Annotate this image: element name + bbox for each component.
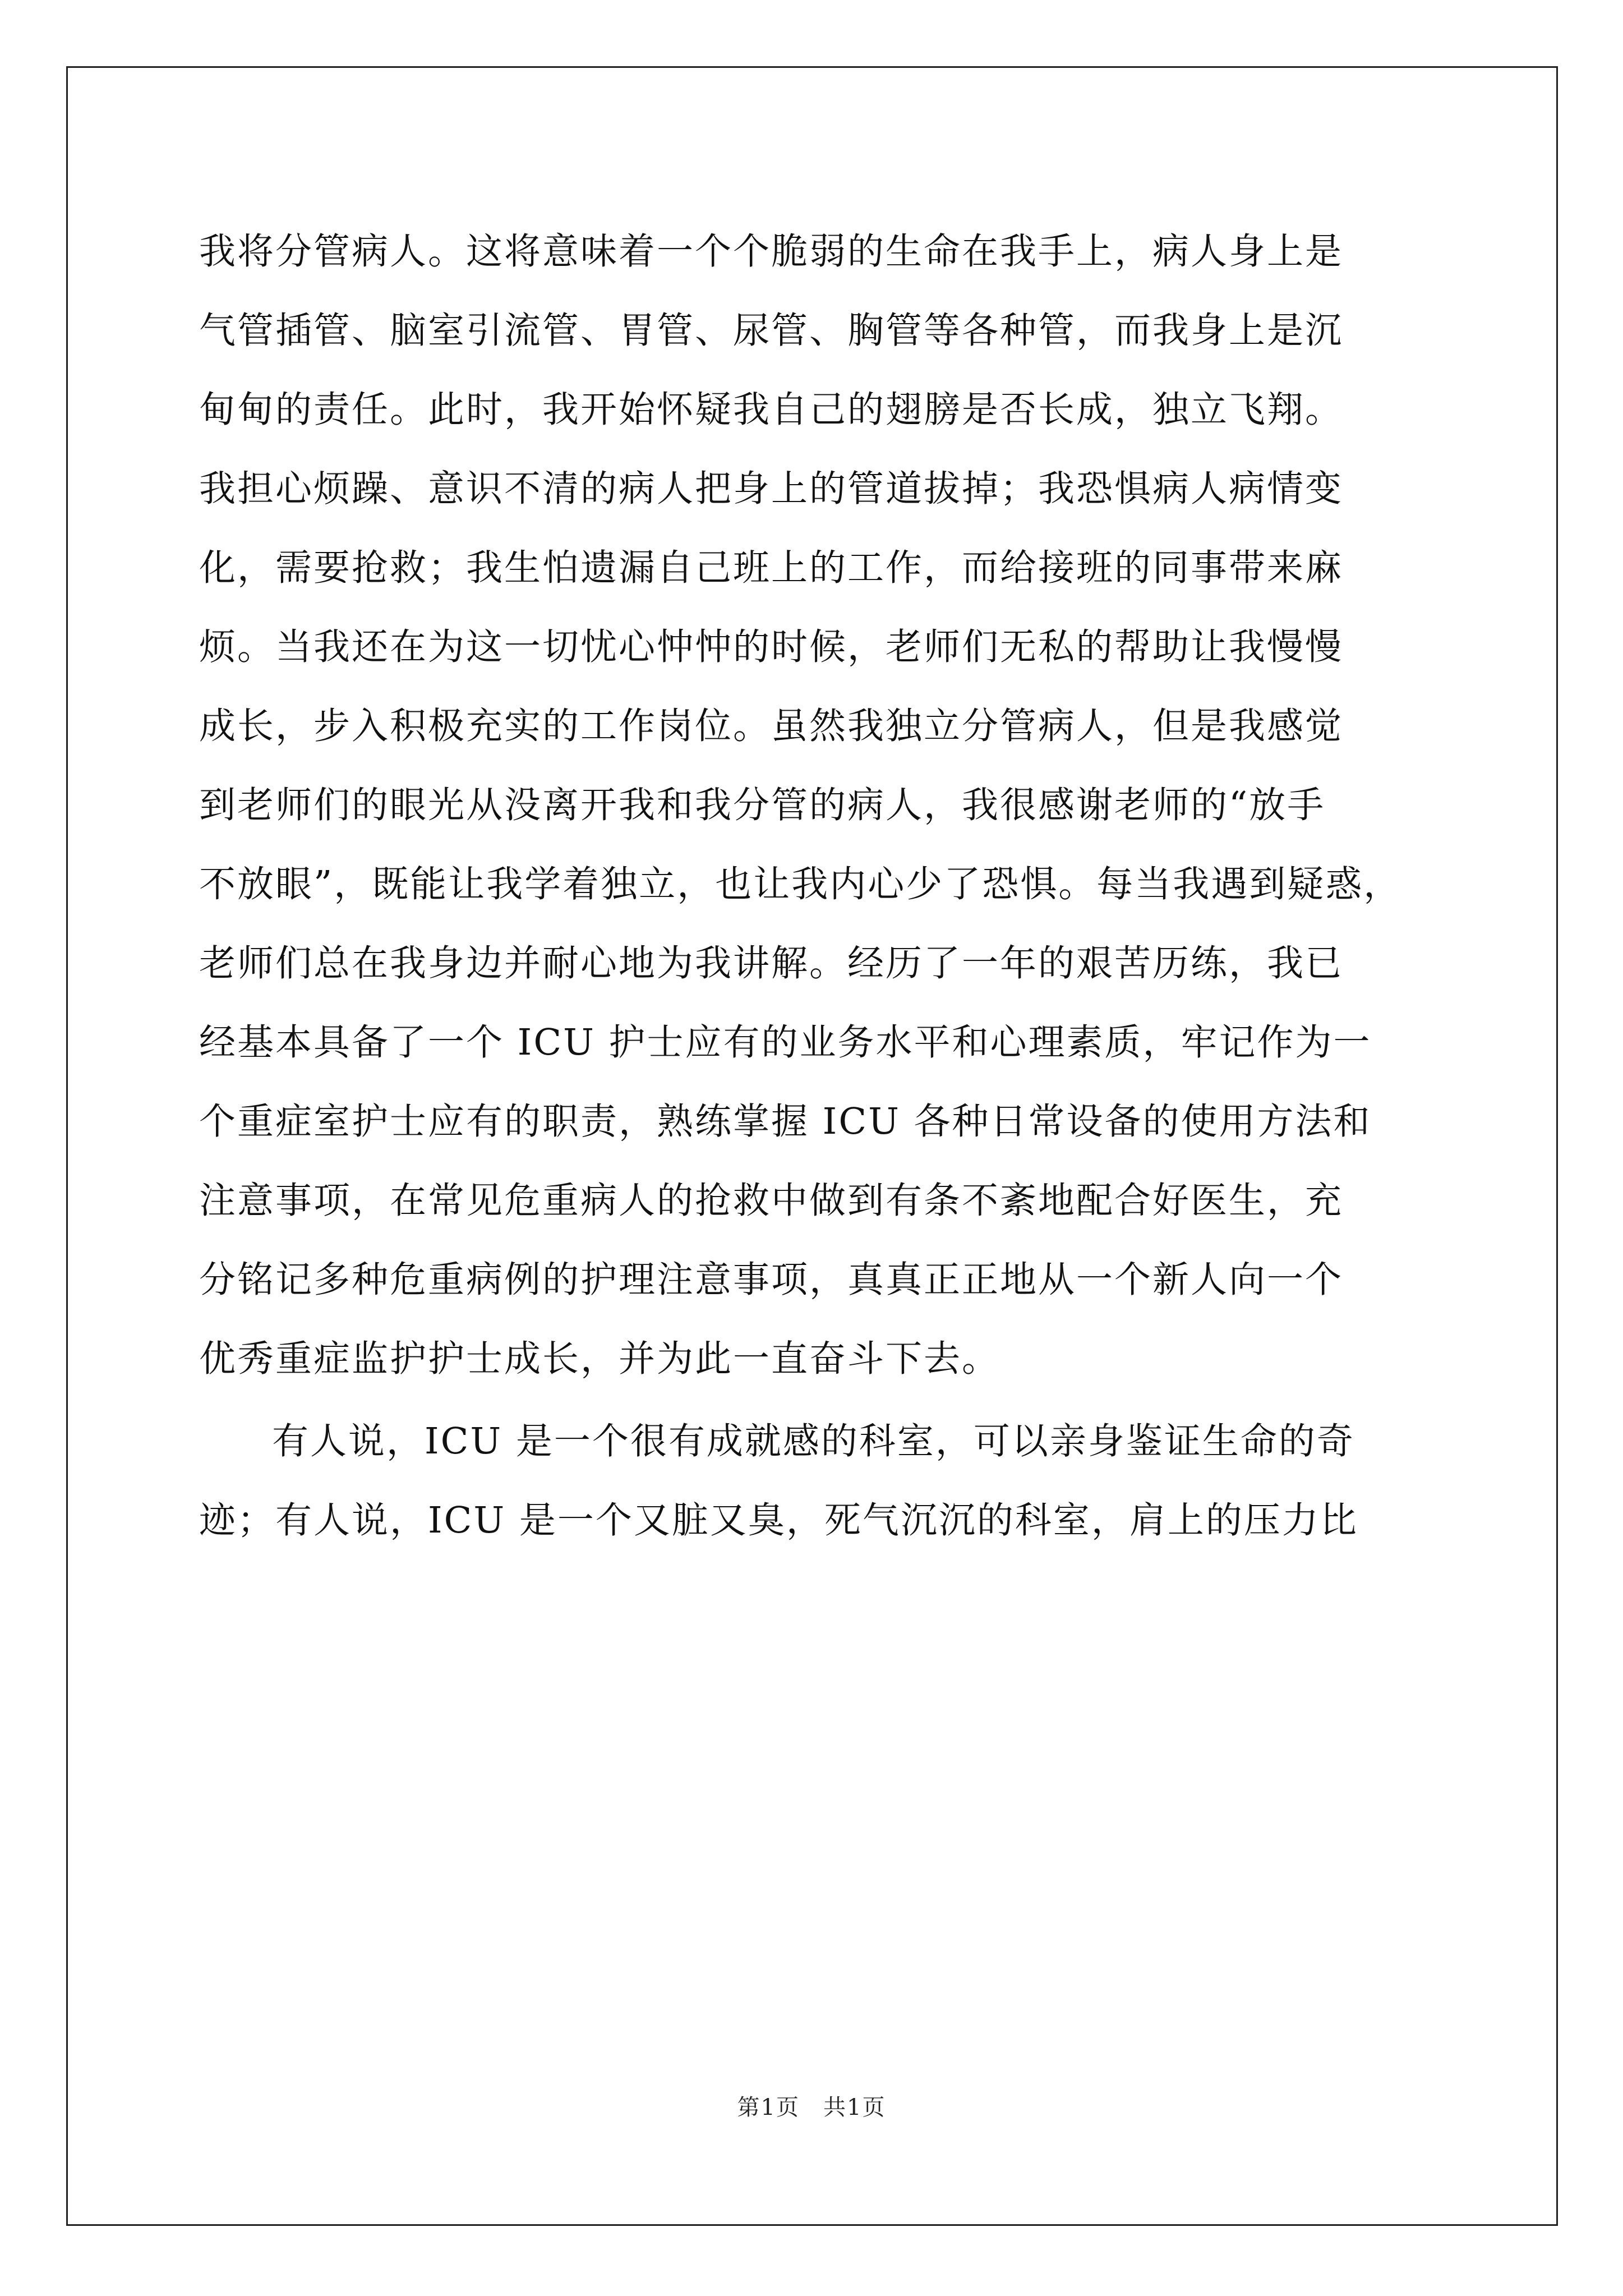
text-line: 我担心烦躁、意识不清的病人把身上的管道拔掉；我恐惧病人病情变	[199, 468, 1344, 510]
text-line: 烦。当我还在为这一切忧心忡忡的时候，老师们无私的帮助让我慢慢	[199, 626, 1344, 668]
text-line: 我将分管病人。这将意味着一个个脆弱的生命在我手上，病人身上是	[199, 231, 1344, 273]
text-line: 优秀重症监护护士成长，并为此一直奋斗下去。	[199, 1338, 1000, 1380]
text-line: 有人说，ICU 是一个很有成就感的科室，可以亲身鉴证生命的奇	[272, 1420, 1355, 1462]
page-footer	[0, 2090, 1623, 2122]
text-line: 不放眼”，既能让我学着独立，也让我内心少了恐惧。每当我遇到疑惑，	[199, 863, 1402, 905]
text-line: 分铭记多种危重病例的护理注意事项，真真正正地从一个新人向一个	[199, 1259, 1344, 1301]
text-line: 经基本具备了一个 ICU 护士应有的业务水平和心理素质，牢记作为一	[199, 1022, 1372, 1064]
text-line: 注意事项，在常见危重病人的抢救中做到有条不紊地配合好医生，充	[199, 1180, 1344, 1222]
text-line: 化，需要抢救；我生怕遗漏自己班上的工作，而给接班的同事带来麻	[199, 547, 1344, 589]
document-body	[199, 212, 1438, 1560]
paragraph-1	[199, 212, 1438, 1398]
text-line: 到老师们的眼光从没离开我和我分管的病人，我很感谢老师的“放手	[199, 784, 1326, 826]
page-number-label: 第1页 共1页	[737, 2095, 886, 2120]
text-line: 迹；有人说，ICU 是一个又脏又臭，死气沉沉的科室，肩上的压力比	[199, 1499, 1358, 1542]
text-line: 甸甸的责任。此时，我开始怀疑我自己的翅膀是否长成，独立飞翔。	[199, 389, 1344, 431]
paragraph-2	[199, 1402, 1438, 1560]
text-line: 个重症室护士应有的职责，熟练掌握 ICU 各种日常设备的使用方法和	[199, 1101, 1372, 1143]
text-line: 气管插管、脑室引流管、胃管、尿管、胸管等各种管，而我身上是沉	[199, 310, 1344, 352]
text-line: 成长，步入积极充实的工作岗位。虽然我独立分管病人，但是我感觉	[199, 705, 1344, 747]
text-line: 老师们总在我身边并耐心地为我讲解。经历了一年的艰苦历练，我已	[199, 942, 1344, 984]
